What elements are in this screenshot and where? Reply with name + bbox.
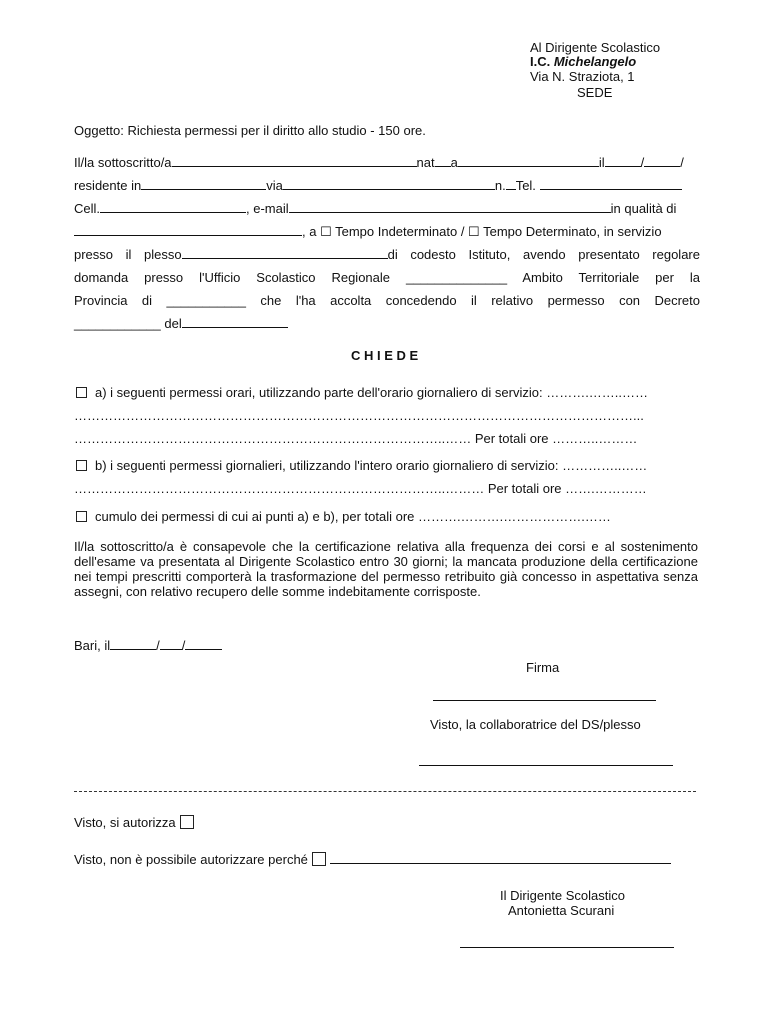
label-istituto: di codesto Istituto, avendo presentato regolare [387, 247, 700, 262]
recipient-school-name: Michelangelo [553, 54, 637, 69]
label-number: n. [494, 178, 506, 193]
firma-label: Firma [526, 660, 560, 675]
contract-type-text: , a ☐ Tempo Indeterminato / ☐ Tempo Determinato, in servizio [302, 224, 662, 239]
declaration-paragraph: Il/la sottoscritto/a è consapevole che la certificazione relativa alla frequenza dei corsi e al sostenimento dell'esame va presentata al Dirigente Scolastico entro 30 giorni; la mancata produzione della certificazione nei tempi prescritti comporterà la trasformazione del permesso retribuito già concesso in aspettativa senza assegni, con relativo recupero delle somme indebitamente corrisposte. [74, 539, 698, 599]
authorize-checkbox[interactable] [180, 815, 194, 829]
gender-field[interactable] [435, 155, 451, 167]
label-plesso: presso il plesso [74, 247, 182, 262]
option-a-checkbox[interactable] [76, 387, 87, 398]
not-authorize-checkbox[interactable] [312, 852, 326, 866]
label-sottoscritto: Il/la sottoscritto/a [74, 155, 172, 170]
recipient-school-prefix: I.C. [530, 54, 554, 69]
label-il: il [598, 155, 605, 170]
form-line-2 [74, 178, 682, 193]
collaboratrice-signature-line[interactable] [419, 765, 673, 766]
form-line-7: Provincia di ___________ che l'ha accolta concedendo il relativo permesso con Decreto [74, 293, 700, 308]
option-a-text: a) i seguenti permessi orari, utilizzando parte dell'orario giornaliero di servizio: ……….……..…… [95, 385, 649, 400]
option-a-line3: …………………………………………………………………………..…… Per totali ore ………..……… [74, 431, 638, 446]
date-sep-1: / [640, 155, 645, 170]
label-qualita: in qualità di [610, 201, 677, 216]
option-b-text: b) i seguenti permessi giornalieri, utilizzando l'intero orario giornaliero di servizio: …………..…… [95, 458, 648, 473]
option-b-line2: …………………………………………………………………………..……… Per totali ore …….………… [74, 481, 647, 496]
label-a: a [450, 155, 458, 170]
form-line-1 [74, 155, 684, 170]
label-nat: nat [416, 155, 435, 170]
not-authorize-label: Visto, non è possibile autorizzare perché [74, 852, 308, 867]
label-tel: Tel. [515, 178, 536, 193]
date-line [74, 638, 222, 653]
date-label: Bari, il [74, 638, 111, 653]
birth-day-field[interactable] [605, 155, 641, 167]
option-c-checkbox[interactable] [76, 511, 87, 522]
street-field[interactable] [283, 178, 495, 190]
recipient-address: Via N. Straziota, 1 [530, 69, 635, 84]
recipient-line1: Al Dirigente Scolastico [530, 40, 661, 55]
label-cell: Cell. [74, 201, 101, 216]
reason-field[interactable] [330, 852, 671, 864]
option-b-checkbox[interactable] [76, 460, 87, 471]
date-sep-a: / [156, 638, 160, 653]
role-field[interactable] [74, 224, 302, 236]
recipient-sede: SEDE [577, 85, 613, 100]
birthplace-field[interactable] [458, 155, 599, 167]
not-authorize-row [74, 852, 671, 867]
authorize-label: Visto, si autorizza [74, 815, 176, 830]
option-a-line2: …………………………………………………………………………………………………………………... [74, 408, 644, 423]
tel-field[interactable] [540, 178, 682, 190]
chiede-heading: C H I E D E [351, 348, 419, 363]
form-line-3 [74, 201, 676, 216]
street-number-field[interactable] [506, 178, 516, 190]
principal-name: Antonietta Scurani [508, 903, 615, 918]
label-decreto-del: ____________ del [74, 316, 182, 331]
birth-month-field[interactable] [644, 155, 680, 167]
firma-signature-line[interactable] [433, 700, 656, 701]
residence-field[interactable] [141, 178, 266, 190]
cell-field[interactable] [100, 201, 246, 213]
form-line-6: domanda presso l'Ufficio Scolastico Regionale ______________ Ambito Territoriale per la [74, 270, 700, 285]
date-year-field[interactable] [185, 638, 222, 650]
form-line-8 [74, 316, 288, 331]
visto-collaboratrice-label: Visto, la collaboratrice del DS/plesso [430, 717, 641, 732]
date-sep-b: / [181, 638, 186, 653]
principal-title: Il Dirigente Scolastico [500, 888, 625, 903]
option-b [76, 458, 647, 473]
section-divider [74, 791, 696, 792]
label-email: , e-mail [246, 201, 289, 216]
option-c [76, 509, 611, 524]
email-field[interactable] [289, 201, 611, 213]
form-line-5 [74, 247, 700, 262]
form-line-4 [74, 224, 662, 239]
date-day-field[interactable] [110, 638, 156, 650]
authorize-row [74, 815, 194, 830]
option-c-text: cumulo dei permessi di cui ai punti a) e b), per totali ore ……….……….……………….…… [95, 509, 611, 524]
decree-date-field[interactable] [182, 316, 288, 328]
date-month-field[interactable] [160, 638, 182, 650]
principal-signature-line[interactable] [460, 947, 674, 948]
date-sep-2: / [680, 155, 684, 170]
plesso-field[interactable] [182, 247, 388, 259]
option-a [76, 385, 648, 400]
label-via: via [266, 178, 283, 193]
label-residente: residente in [74, 178, 142, 193]
name-field[interactable] [172, 155, 417, 167]
subject: Oggetto: Richiesta permessi per il diritto allo studio - 150 ore. [74, 123, 426, 138]
recipient-school [530, 54, 636, 69]
